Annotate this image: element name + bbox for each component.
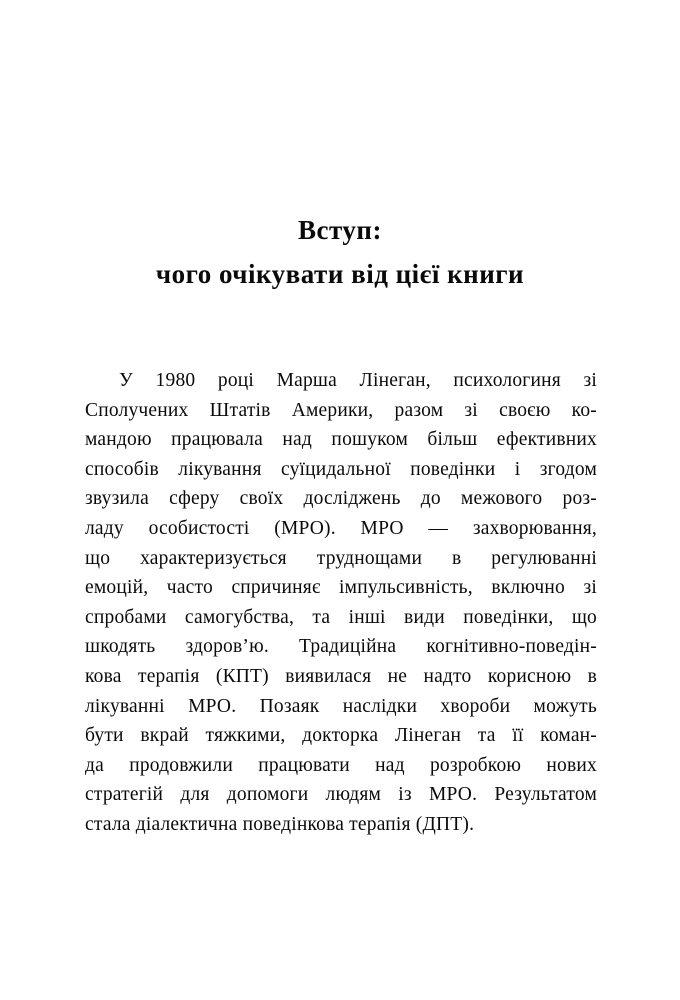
body-paragraph [85, 366, 597, 840]
paragraph-line: що характеризується труднощами в регулюванні [85, 547, 597, 569]
paragraph-line: У 1980 році Марша Лінеган, психологиня зі [119, 370, 597, 391]
chapter-title-line2: чого очікувати від цієї книги [155, 259, 525, 289]
paragraph-line: звузила сферу своїх досліджень до межового роз- [85, 488, 597, 510]
paragraph-line: способів лікування суїцидальної поведінки і згодом [85, 458, 597, 480]
paragraph-line: Сполучених Штатів Америки, разом зі своєю ко- [85, 399, 597, 421]
paragraph-line: емоцій, часто спричиняє імпульсивність, включно зі [85, 577, 597, 599]
paragraph-line: мандою працювала над пошуком більш ефективних [85, 429, 597, 451]
paragraph-line: спробами самогубства, та інші види поведінки, що [85, 606, 597, 628]
paragraph-line: стала діалектична поведінкова терапія (ДПТ). [85, 813, 475, 835]
chapter-title [0, 208, 680, 296]
paragraph-line: шкодять здоров’ю. Традиційна когнітивно-поведін- [85, 636, 597, 658]
paragraph-line: ладу особистості (МРО). МРО — захворювання, [85, 517, 597, 539]
paragraph-line: бути вкрай тяжкими, докторка Лінеган та її коман- [85, 725, 597, 747]
paragraph-line: стратегій для допомоги людям із МРО. Результатом [85, 784, 597, 806]
chapter-title-line1: Вступ: [298, 215, 382, 245]
paragraph-line: да продовжили працювати над розробкою нових [85, 754, 597, 776]
paragraph-line: кова терапія (КПТ) виявилася не надто корисною в [85, 665, 597, 687]
paragraph-line: лікуванні МРО. Позаяк наслідки хвороби можуть [85, 695, 597, 717]
